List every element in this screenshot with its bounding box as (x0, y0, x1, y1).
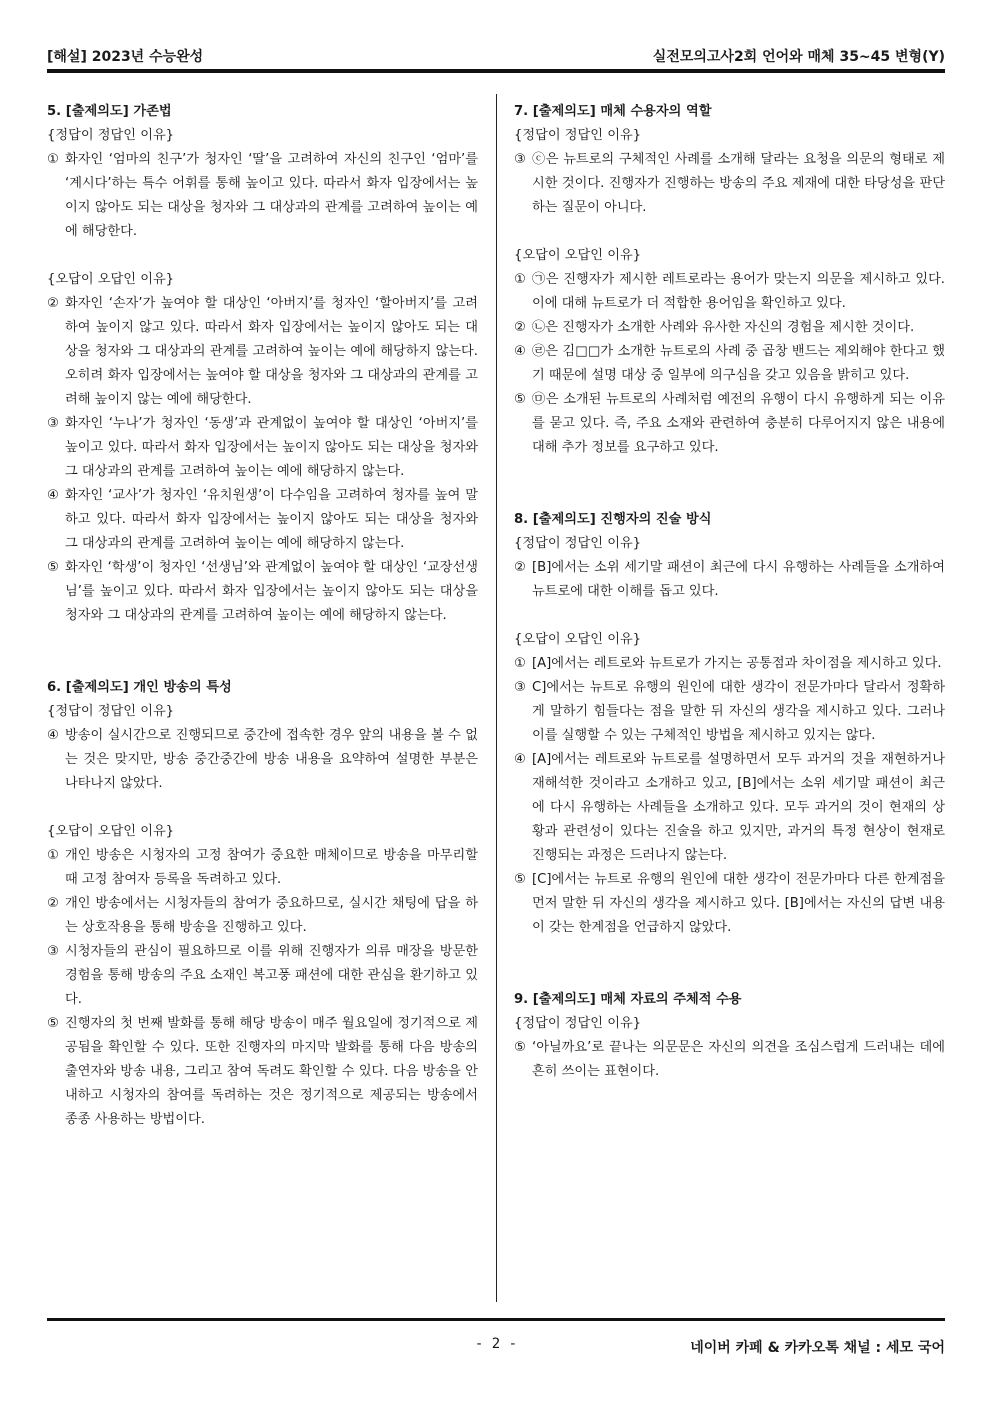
left-column (47, 100, 478, 1132)
section-spacer (514, 460, 945, 508)
item-text: 화자인 ‘손자’가 높여야 할 대상인 ‘아버지’를 청자인 ‘할아버지’를 고려하여 높이지 않고 있다. 따라서 화자 입장에서는 높이지 않아도 되는 대상을 청자와 그 대상과의 관계를 고려하여 높이는 예에 해당하지 않는다. 오히려 화자 입장에서는 높여야 할 대상을 청자와 그 대상과의 관계를 고려해 높이지 않는 예에 해당한다. (65, 296, 478, 407)
correct-item (514, 148, 945, 220)
item-text: ㉡은 진행자가 소개한 사례와 유사한 자신의 경험을 제시한 것이다. (532, 320, 915, 335)
item-marker: ⑤ (514, 392, 526, 407)
correct-label: {정답이 정답인 이유} (514, 1016, 642, 1031)
wrong-label: {오답이 오답인 이유} (47, 272, 175, 287)
item-text: 진행자의 첫 번째 발화를 통해 해당 방송이 매주 월요일에 정기적으로 제공됨을 확인할 수 있다. 또한 진행자의 마지막 발화를 통해 다음 방송의 출연자와 방송 내용, 그리고 참여 독려도 확인할 수 있다. 다음 방송을 안내하고 시청자의 참여를 독려하는 것은 정기적으로 제공되는 방송에서 종종 사용하는 방법이다. (65, 1016, 478, 1127)
item-marker: ① (514, 272, 526, 287)
header-rule (47, 69, 945, 73)
wrong-item (514, 388, 945, 460)
item-text: ㉠은 진행자가 제시한 레트로라는 용어가 맞는지 의문을 제시하고 있다. 이에 대해 뉴트로가 더 적합한 용어임을 확인하고 있다. (532, 272, 945, 311)
section-title: 9. [출제의도] 매체 자료의 주체적 수용 (514, 992, 742, 1007)
item-marker: ① (47, 152, 59, 167)
wrong-item (514, 676, 945, 748)
section-spacer (47, 628, 478, 676)
section-title: 7. [출제의도] 매체 수용자의 역할 (514, 104, 712, 119)
item-marker: ⑤ (514, 872, 526, 887)
item-text: 화자인 ‘학생’이 청자인 ‘선생님’와 관계없이 높여야 할 대상인 ‘교장선생님’를 높이고 있다. 따라서 화자 입장에서는 높이지 않아도 되는 대상을 청자와 그 대상과의 관계를 고려하여 높이는 예에 해당하지 않는다. (65, 560, 478, 623)
spacer (47, 244, 478, 268)
header-left: [해설] 2023년 수능완성 (47, 49, 204, 65)
spacer (514, 604, 945, 628)
footer-channel: 네이버 카페 & 카카오톡 채널 : 세모 국어 (690, 1340, 945, 1356)
item-marker: ① (47, 848, 59, 863)
section-title: 8. [출제의도] 진행자의 진술 방식 (514, 512, 712, 527)
wrong-item (514, 316, 945, 340)
item-text: 화자인 ‘엄마의 친구’가 청자인 ‘딸’을 고려하여 자신의 친구인 ‘엄마’를 ‘계시다’하는 특수 어휘를 통해 높이고 있다. 따라서 화자 입장에서는 높이지 않아도 되는 대상을 청자와 그 대상과의 관계를 고려하여 높이는 예에 해당한다. (65, 152, 478, 239)
item-marker: ③ (514, 680, 526, 695)
item-marker: ② (514, 320, 526, 335)
wrong-item (47, 484, 478, 556)
correct-label: {정답이 정답인 이유} (514, 128, 642, 143)
header-right: 실전모의고사2회 언어와 매체 35~45 변형(Y) (652, 49, 945, 65)
correct-label: {정답이 정답인 이유} (514, 536, 642, 551)
wrong-item (514, 868, 945, 940)
item-marker: ③ (47, 944, 59, 959)
question-section (47, 676, 478, 1132)
item-marker: ③ (47, 416, 59, 431)
item-text: [C]에서는 뉴트로 유행의 원인에 대한 생각이 전문가마다 다른 한계점을 먼저 말한 뒤 자신의 생각을 제시하고 있다. [B]에서는 자신의 답변 내용이 갖는 한계점을 언급하지 않았다. (532, 872, 945, 935)
question-section (514, 508, 945, 940)
correct-label: {정답이 정답인 이유} (47, 128, 175, 143)
wrong-item (47, 556, 478, 628)
item-marker: ⑤ (47, 1016, 59, 1031)
item-text: 화자인 ‘교사’가 청자인 ‘유치원생’이 다수임을 고려하여 청자를 높여 말하고 있다. 따라서 화자 입장에서는 높이지 않아도 되는 대상을 청자와 그 대상과의 관계를 고려하여 높이는 예에 해당하지 않는다. (65, 488, 478, 551)
item-text: ⓒ은 뉴트로의 구체적인 사례를 소개해 달라는 요청을 의문의 형태로 제시한 것이다. 진행자가 진행하는 방송의 주요 제재에 대한 타당성을 판단하는 질문이 아니다. (532, 152, 945, 215)
wrong-item (47, 412, 478, 484)
item-text: [A]에서는 레트로와 뉴트로가 가지는 공통점과 차이점을 제시하고 있다. (532, 656, 942, 671)
item-text: [A]에서는 레트로와 뉴트로를 설명하면서 모두 과거의 것을 재현하거나 재해석한 것이라고 소개하고 있고, [B]에서는 소위 세기말 패션이 최근에 다시 유행하는 사례들을 소개하고 있다. 모두 과거의 것이 현재의 상황과 관련성이 있다는 진술을 하고 있지만, 과거의 특정 현상이 현재로 진행되는 과정은 드러나지 않는다. (532, 752, 945, 863)
wrong-item (514, 268, 945, 316)
wrong-label: {오답이 오답인 이유} (47, 824, 175, 839)
item-marker: ③ (514, 152, 526, 167)
page-number: - 2 - (474, 1336, 518, 1352)
question-section (514, 988, 945, 1084)
item-text: 개인 방송에서는 시청자들의 참여가 중요하므로, 실시간 채팅에 답을 하는 상호작용을 통해 방송을 진행하고 있다. (65, 896, 478, 935)
wrong-item (47, 892, 478, 940)
item-text: 시청자들의 관심이 필요하므로 이를 위해 진행자가 의류 매장을 방문한 경험을 통해 방송의 주요 소재인 복고풍 패션에 대한 관심을 환기하고 있다. (65, 944, 478, 1007)
correct-item (514, 556, 945, 604)
item-text: 개인 방송은 시청자의 고정 참여가 중요한 매체이므로 방송을 마무리할 때 고정 참여자 등록을 독려하고 있다. (65, 848, 478, 887)
item-text: C]에서는 뉴트로 유행의 원인에 대한 생각이 전문가마다 달라서 정확하게 말하기 힘들다는 점을 말한 뒤 자신의 생각을 제시하고 있다. 그러나 이를 실행할 수 있는 구체적인 방법을 제시하고 있지는 않다. (532, 680, 945, 743)
item-marker: ④ (514, 752, 526, 767)
wrong-label: {오답이 오답인 이유} (514, 632, 642, 647)
item-marker: ⑤ (514, 1040, 526, 1055)
wrong-item (514, 748, 945, 868)
correct-label: {정답이 정답인 이유} (47, 704, 175, 719)
correct-item (47, 148, 478, 244)
section-title: 5. [출제의도] 가존법 (47, 104, 172, 119)
item-marker: ④ (47, 488, 59, 503)
spacer (47, 796, 478, 820)
section-spacer (514, 940, 945, 988)
correct-item (47, 724, 478, 796)
wrong-item (514, 652, 945, 676)
item-text: ㉤은 소개된 뉴트로의 사례처럼 예전의 유행이 다시 유행하게 되는 이유를 묻고 있다. 즉, 주요 소재와 관련하여 충분히 다루어지지 않은 내용에 대해 추가 정보를 요구하고 있다. (532, 392, 945, 455)
spacer (514, 220, 945, 244)
item-marker: ④ (514, 344, 526, 359)
wrong-item (47, 292, 478, 412)
page-header (47, 42, 945, 66)
item-marker: ② (47, 896, 59, 911)
item-text: 방송이 실시간으로 진행되므로 중간에 접속한 경우 앞의 내용을 볼 수 없는 것은 맞지만, 방송 중간중간에 방송 내용을 요약하여 설명한 부분은 나타나지 않았다. (65, 728, 478, 791)
section-title: 6. [출제의도] 개인 방송의 특성 (47, 680, 232, 695)
item-text: 화자인 ‘누나’가 청자인 ‘동생’과 관계없이 높여야 할 대상인 ‘아버지’를 높이고 있다. 따라서 화자 입장에서는 높이지 않아도 되는 대상을 청자와 그 대상과의 관계를 고려하여 높이는 예에 해당하지 않는다. (65, 416, 478, 479)
item-marker: ⑤ (47, 560, 59, 575)
item-text: [B]에서는 소위 세기말 패션이 최근에 다시 유행하는 사례들을 소개하여 뉴트로에 대한 이해를 돕고 있다. (532, 560, 945, 599)
wrong-item (47, 940, 478, 1012)
question-section (514, 100, 945, 460)
item-marker: ④ (47, 728, 59, 743)
wrong-item (514, 340, 945, 388)
item-marker: ② (514, 560, 526, 575)
wrong-item (47, 1012, 478, 1132)
wrong-item (47, 844, 478, 892)
footer-rule (47, 1318, 945, 1321)
question-section (47, 100, 478, 628)
wrong-label: {오답이 오답인 이유} (514, 248, 642, 263)
right-column (514, 100, 945, 1084)
item-marker: ② (47, 296, 59, 311)
item-text: ㉣은 김□□가 소개한 뉴트로의 사례 중 곱창 밴드는 제외해야 한다고 했기 때문에 설명 대상 중 일부에 의구심을 갖고 있음을 밝히고 있다. (532, 344, 945, 383)
item-marker: ① (514, 656, 526, 671)
correct-item (514, 1036, 945, 1084)
item-text: ‘아닐까요’로 끝나는 의문문은 자신의 의견을 조심스럽게 드러내는 데에 흔히 쓰이는 표현이다. (532, 1040, 945, 1079)
column-divider (496, 94, 497, 1302)
